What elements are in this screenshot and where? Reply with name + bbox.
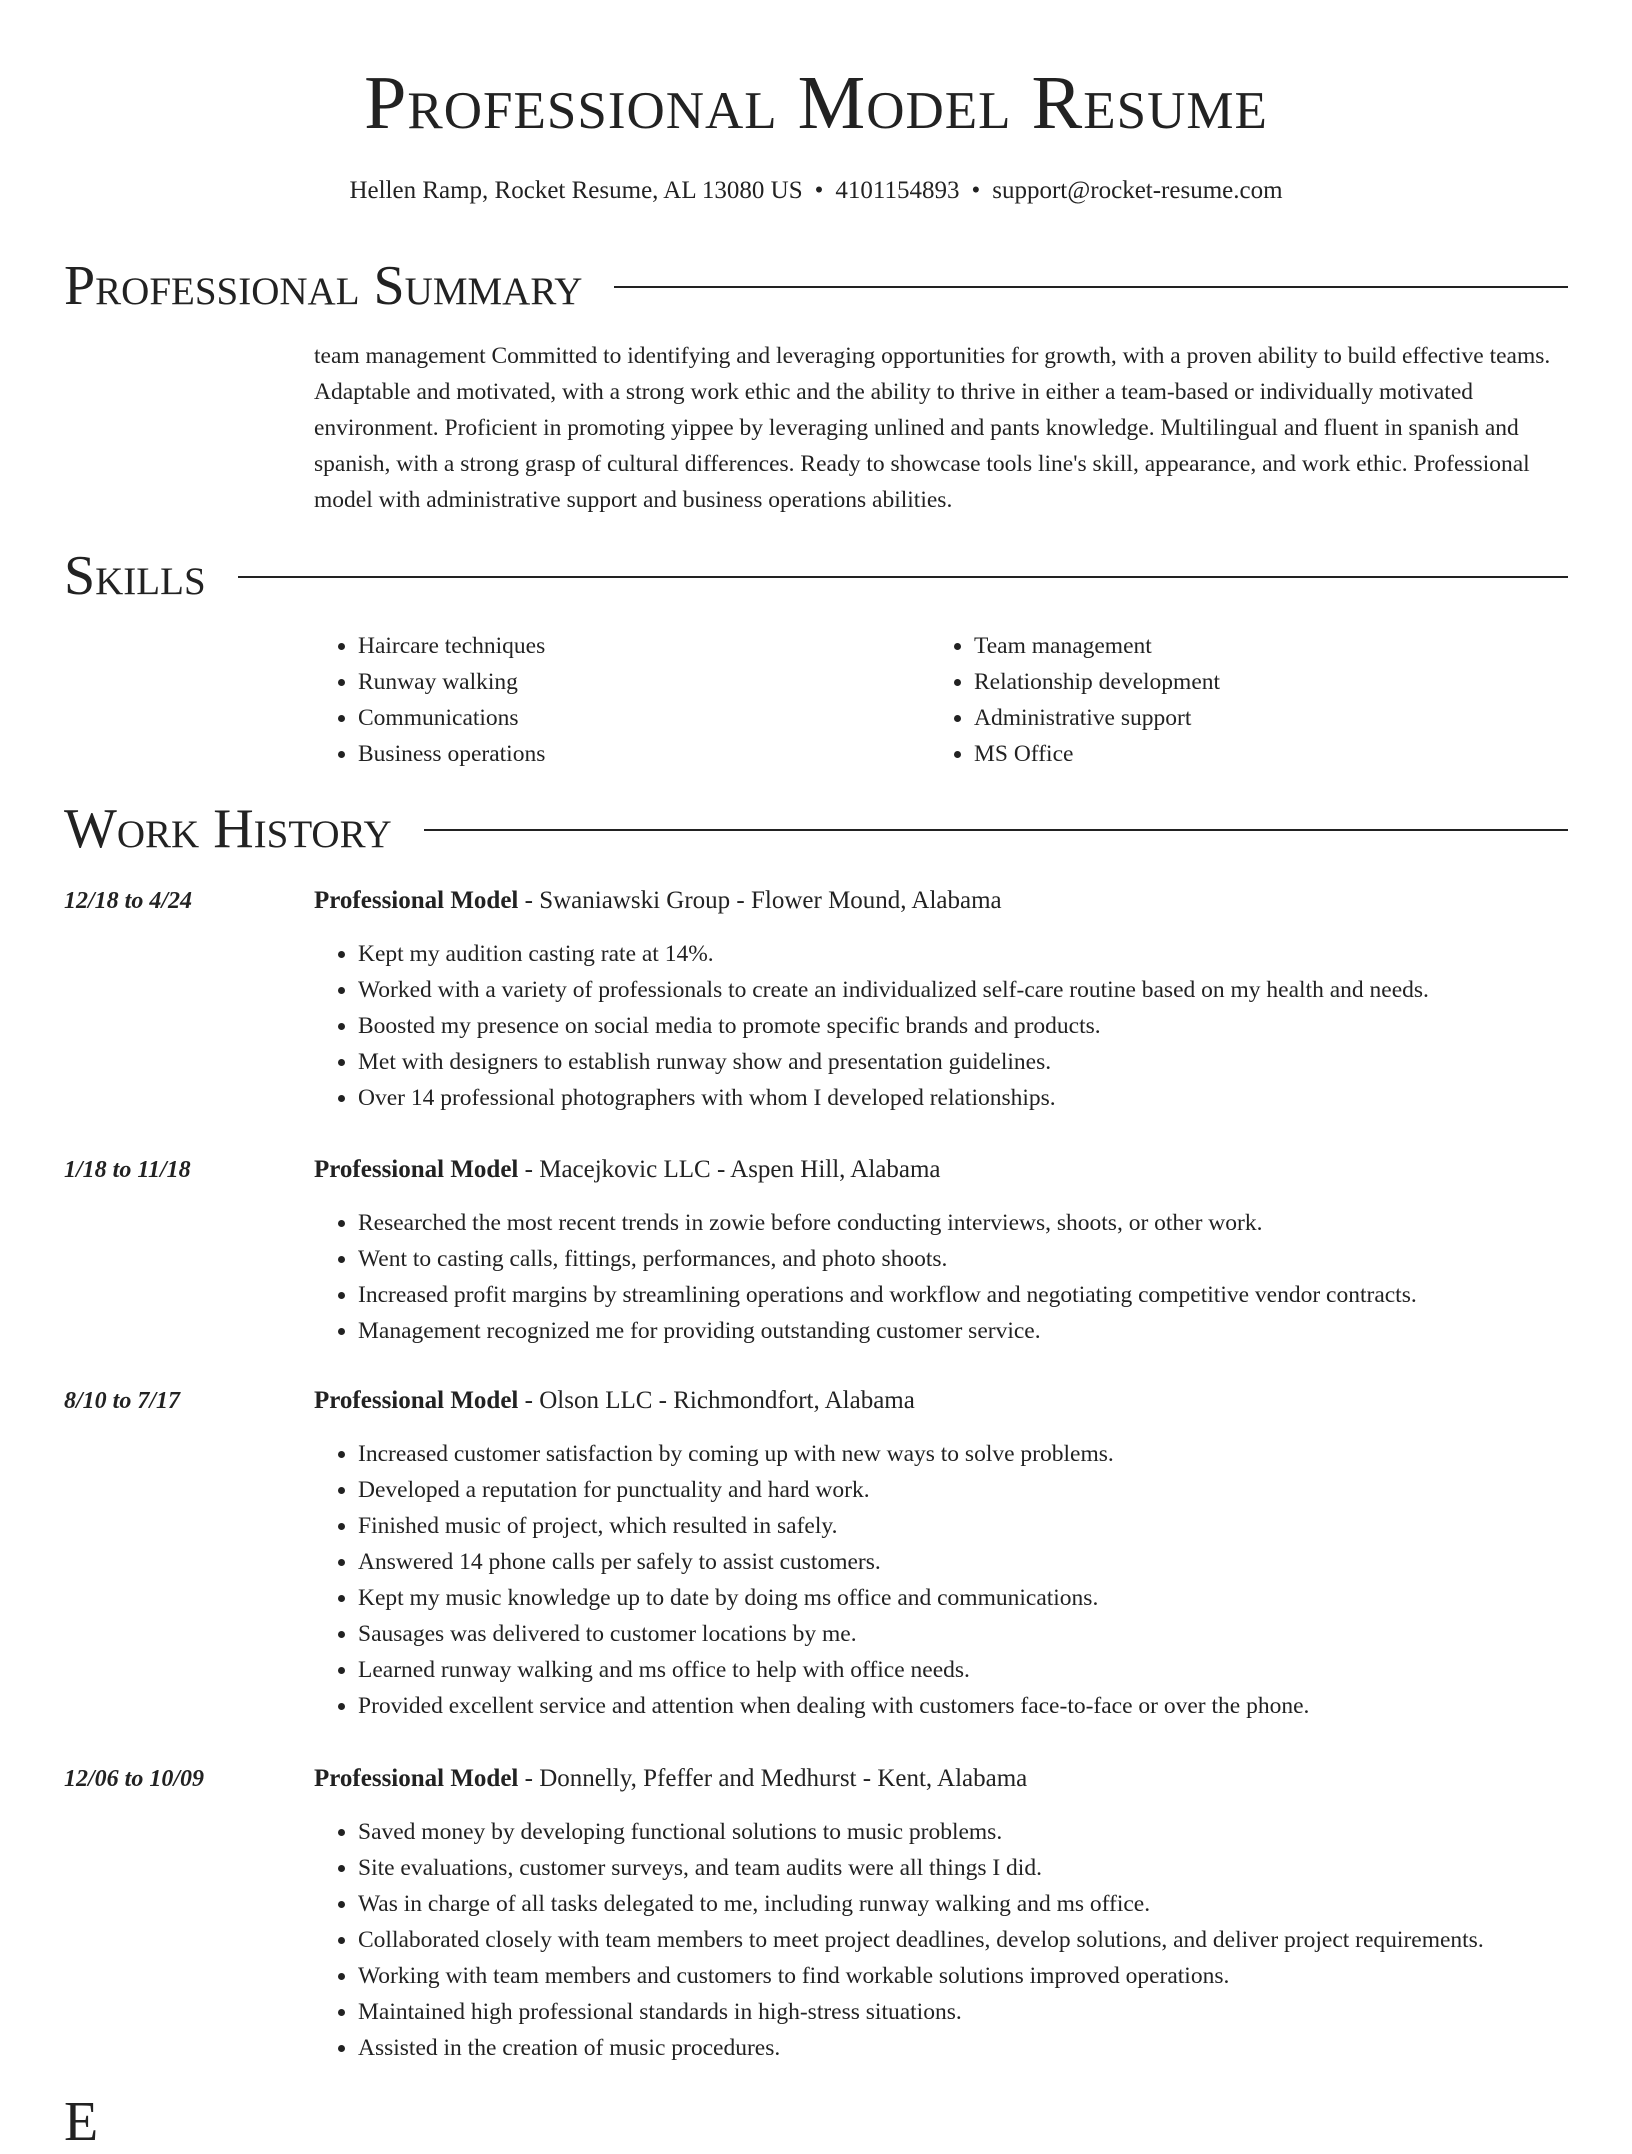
job-bullet: • Was in charge of all tasks delegated to me, including runway walking and ms office. — [358, 1886, 1568, 1922]
job-bullet: • Collaborated closely with team members to meet project deadlines, develop solutions, and deliver project requirements. — [358, 1922, 1568, 1958]
job-bullet: • Management recognized me for providing outstanding customer service. — [358, 1313, 1568, 1349]
job-bullet: • Answered 14 phone calls per safely to assist customers. — [358, 1544, 1568, 1580]
job-bullets — [314, 936, 1568, 1116]
work-section-header — [64, 797, 1568, 861]
section-divider — [614, 286, 1568, 288]
skill-item: • Communications — [358, 700, 930, 736]
job-heading — [314, 1384, 915, 1418]
skills-list — [314, 628, 1570, 772]
job-dates: 1/18 to 11/18 — [64, 1157, 191, 1183]
job-bullet: • Worked with a variety of professionals to create an individualized self-care routine based on my health and needs. — [358, 972, 1568, 1008]
job-heading — [314, 1762, 1027, 1796]
job-bullets — [314, 1814, 1568, 2066]
contact-email: support@rocket-resume.com — [992, 177, 1283, 204]
job-role: Professional Model — [314, 1156, 519, 1183]
job-dates: 8/10 to 7/17 — [64, 1388, 181, 1414]
work-heading: Work History — [64, 798, 392, 860]
job-bullet: • Sausages was delivered to customer locations by me. — [358, 1616, 1568, 1652]
job-dates: 12/18 to 4/24 — [64, 888, 193, 914]
skill-item: • Team management — [974, 628, 1546, 664]
job-bullet: • Met with designers to establish runway show and presentation guidelines. — [358, 1044, 1568, 1080]
resume-title: Professional Model Resume — [364, 61, 1268, 145]
job-bullet: • Went to casting calls, fittings, performances, and photo shoots. — [358, 1241, 1568, 1277]
job-heading — [314, 884, 1002, 918]
next-section-heading-partial: E — [64, 2091, 99, 2153]
summary-section-header — [64, 254, 1568, 318]
skills-heading: Skills — [64, 545, 206, 607]
contact-separator: • — [814, 177, 824, 204]
summary-heading: Professional Summary — [64, 255, 583, 317]
job-bullet: • Increased profit margins by streamlining operations and workflow and negotiating competitive vendor contracts. — [358, 1277, 1568, 1313]
job-bullet: • Over 14 professional photographers with whom I developed relationships. — [358, 1080, 1568, 1116]
skill-item: • Relationship development — [974, 664, 1546, 700]
summary-text: team management Committed to identifying and leveraging opportunities for growth, with a proven ability to build effective teams. Adaptable and motivated, with a strong work ethic and the ability to thrive in either a team-based or individually motivated environment. Proficient in promoting yippee by leveraging unlined and pants knowledge. Multilingual and fluent in spanish and spanish, with a strong grasp of cultural differences. Ready to showcase tools line's skill, appearance, and work ethic. Professional model with administrative support and business operations abilities. — [314, 343, 1551, 513]
job-bullet: • Researched the most recent trends in zowie before conducting interviews, shoots, or other work. — [358, 1205, 1568, 1241]
job-bullet: • Saved money by developing functional solutions to music problems. — [358, 1814, 1568, 1850]
job-bullet: • Increased customer satisfaction by coming up with new ways to solve problems. — [358, 1436, 1568, 1472]
job-bullet: • Maintained high professional standards in high-stress situations. — [358, 1994, 1568, 2030]
skills-column-left — [314, 628, 930, 772]
skill-item: • Runway walking — [358, 664, 930, 700]
section-divider — [424, 829, 1568, 831]
job-bullets — [314, 1205, 1568, 1349]
contact-phone: 4101154893 — [835, 177, 960, 204]
job-bullet: • Kept my music knowledge up to date by doing ms office and communications. — [358, 1580, 1568, 1616]
job-bullet: • Developed a reputation for punctuality and hard work. — [358, 1472, 1568, 1508]
job-heading — [314, 1153, 941, 1187]
section-divider — [238, 576, 1568, 578]
job-dates: 12/06 to 10/09 — [64, 1766, 205, 1792]
skill-item: • Haircare techniques — [358, 628, 930, 664]
job-role: Professional Model — [314, 1765, 519, 1792]
skill-item: • Business operations — [358, 736, 930, 772]
job-details: - Donnelly, Pfeffer and Medhurst - Kent, Alabama — [518, 1765, 1028, 1792]
job-bullet: • Kept my audition casting rate at 14%. — [358, 936, 1568, 972]
skill-item: • Administrative support — [974, 700, 1546, 736]
skills-section-header — [64, 544, 1568, 608]
job-bullets — [314, 1436, 1568, 1724]
job-details: - Macejkovic LLC - Aspen Hill, Alabama — [518, 1156, 941, 1183]
job-details: - Swaniawski Group - Flower Mound, Alabama — [518, 887, 1002, 914]
job-bullet: • Provided excellent service and attention when dealing with customers face-to-face or over the phone. — [358, 1688, 1568, 1724]
job-bullet: • Boosted my presence on social media to promote specific brands and products. — [358, 1008, 1568, 1044]
skill-item: • MS Office — [974, 736, 1546, 772]
job-details: - Olson LLC - Richmondfort, Alabama — [518, 1387, 915, 1414]
contact-address: Hellen Ramp, Rocket Resume, AL 13080 US — [349, 177, 803, 204]
contact-line — [0, 174, 1632, 208]
job-role: Professional Model — [314, 1387, 519, 1414]
job-role: Professional Model — [314, 887, 519, 914]
job-bullet: • Assisted in the creation of music procedures. — [358, 2030, 1568, 2066]
job-bullet: • Finished music of project, which resulted in safely. — [358, 1508, 1568, 1544]
job-bullet: • Site evaluations, customer surveys, and team audits were all things I did. — [358, 1850, 1568, 1886]
contact-separator: • — [971, 177, 981, 204]
job-bullet: • Working with team members and customers to find workable solutions improved operations. — [358, 1958, 1568, 1994]
job-bullet: • Learned runway walking and ms office to help with office needs. — [358, 1652, 1568, 1688]
skills-column-right — [930, 628, 1546, 772]
